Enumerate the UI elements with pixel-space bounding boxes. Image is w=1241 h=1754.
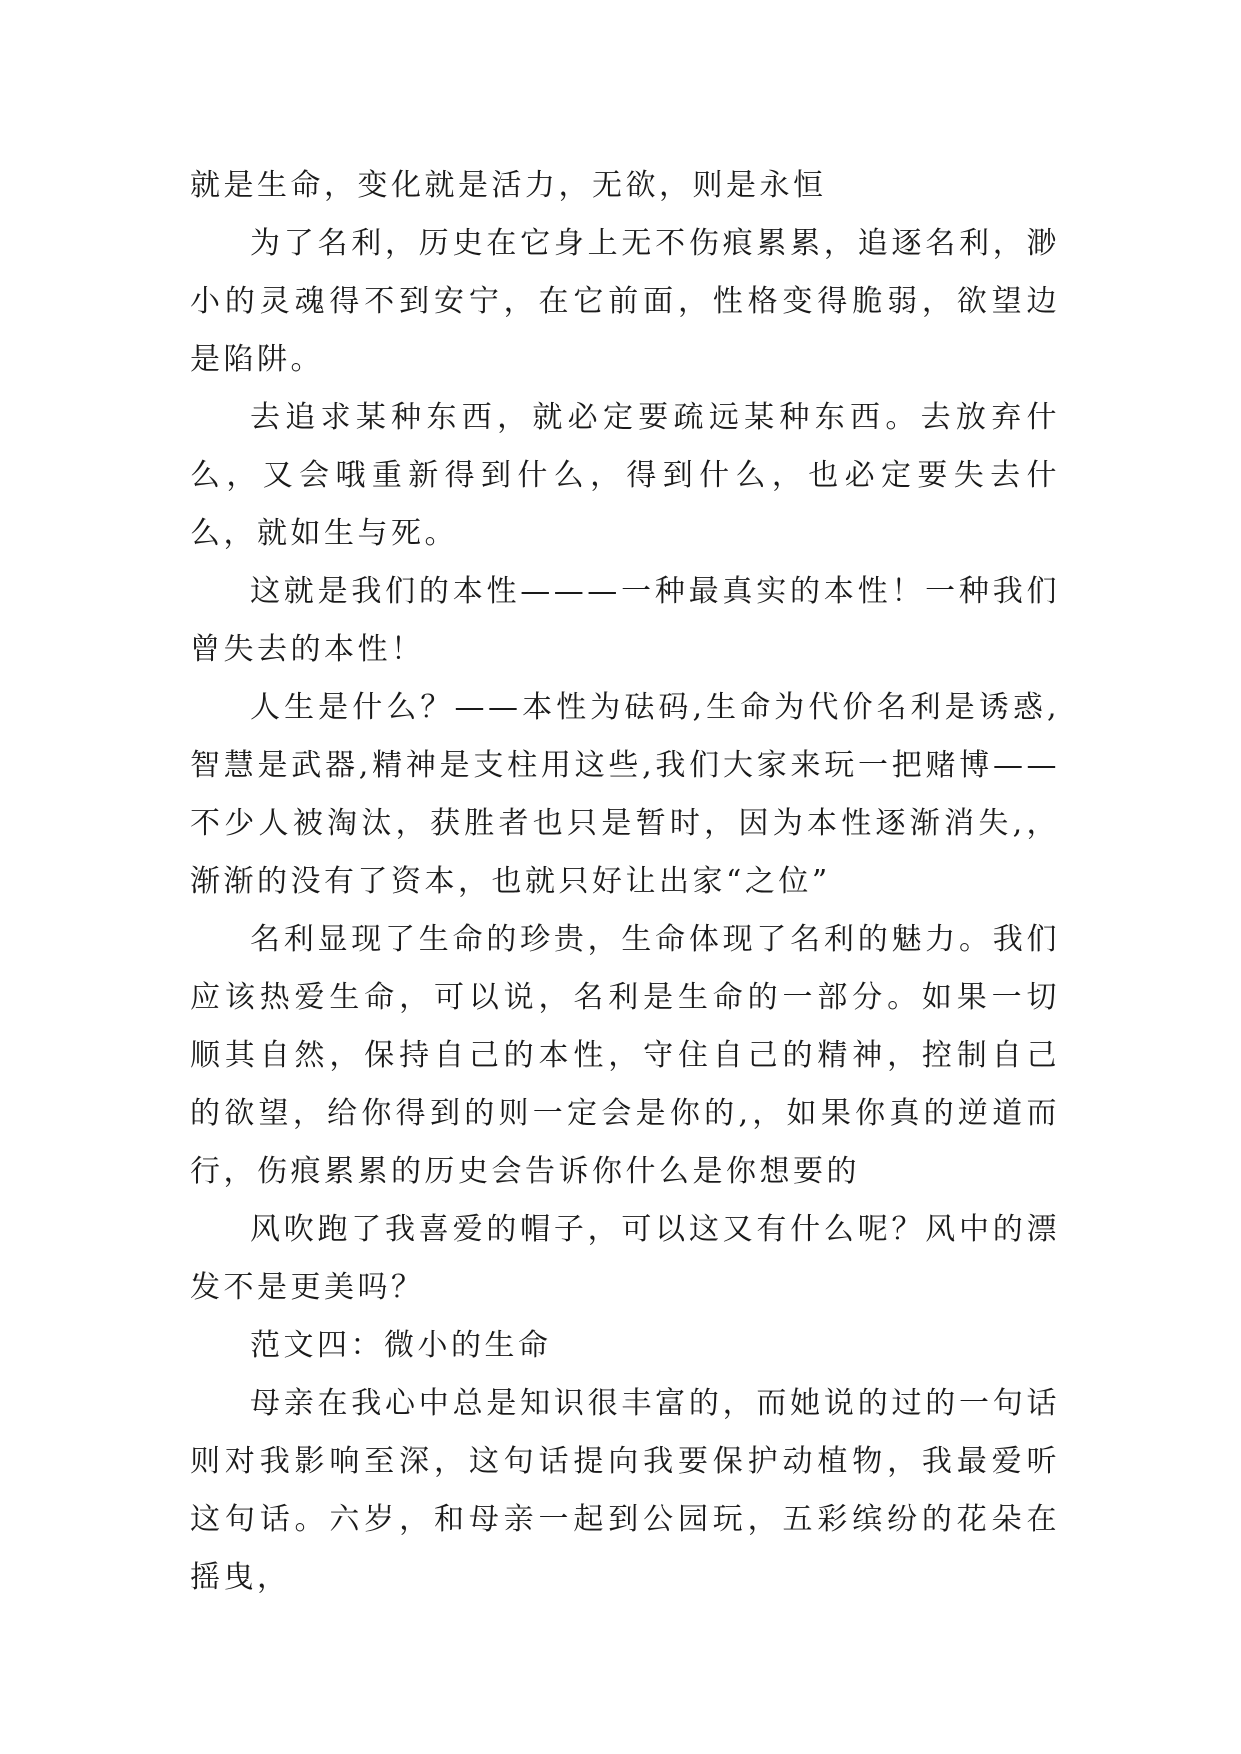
paragraph: 风吹跑了我喜爱的帽子，可以这又有什么呢？风中的漂发不是更美吗？ — [190, 1212, 1060, 1305]
paragraph: 名利显现了生命的珍贵，生命体现了名利的魅力。我们应该热爱生命，可以说，名利是生命的一部分。如果一切顺其自然，保持自己的本性，守住自己的精神，控制自己的欲望，给你得到的则一定会是你的,，如果你真的逆道而行，伤痕累累的历史会告诉你什么是你想要的 — [190, 922, 1060, 1189]
document-body — [190, 157, 1060, 1607]
paragraph: 为了名利，历史在它身上无不伤痕累累，追逐名利，渺小的灵魂得不到安宁，在它前面，性格变得脆弱，欲望边是陷阱。 — [190, 226, 1060, 377]
paragraph: 这就是我们的本性———一种最真实的本性！一种我们曾失去的本性！ — [190, 574, 1060, 667]
paragraph: 去追求某种东西，就必定要疏远某种东西。去放弃什么，又会哦重新得到什么，得到什么，也必定要失去什么，就如生与死。 — [190, 400, 1060, 551]
paragraph: 母亲在我心中总是知识很丰富的，而她说的过的一句话则对我影响至深，这句话提向我要保护动植物，我最爱听这句话。六岁，和母亲一起到公园玩，五彩缤纷的花朵在摇曳， — [190, 1386, 1060, 1595]
paragraph: 人生是什么？——本性为砝码,生命为代价名利是诱惑,智慧是武器,精神是支柱用这些,我们大家来玩一把赌博——不少人被淘汰，获胜者也只是暂时，因为本性逐渐消失,，渐渐的没有了资本，也就只好让出家“之位” — [190, 690, 1060, 899]
section-heading: 范文四：微小的生命 — [250, 1328, 552, 1363]
paragraph-continuation: 就是生命，变化就是活力，无欲，则是永恒 — [190, 168, 827, 203]
